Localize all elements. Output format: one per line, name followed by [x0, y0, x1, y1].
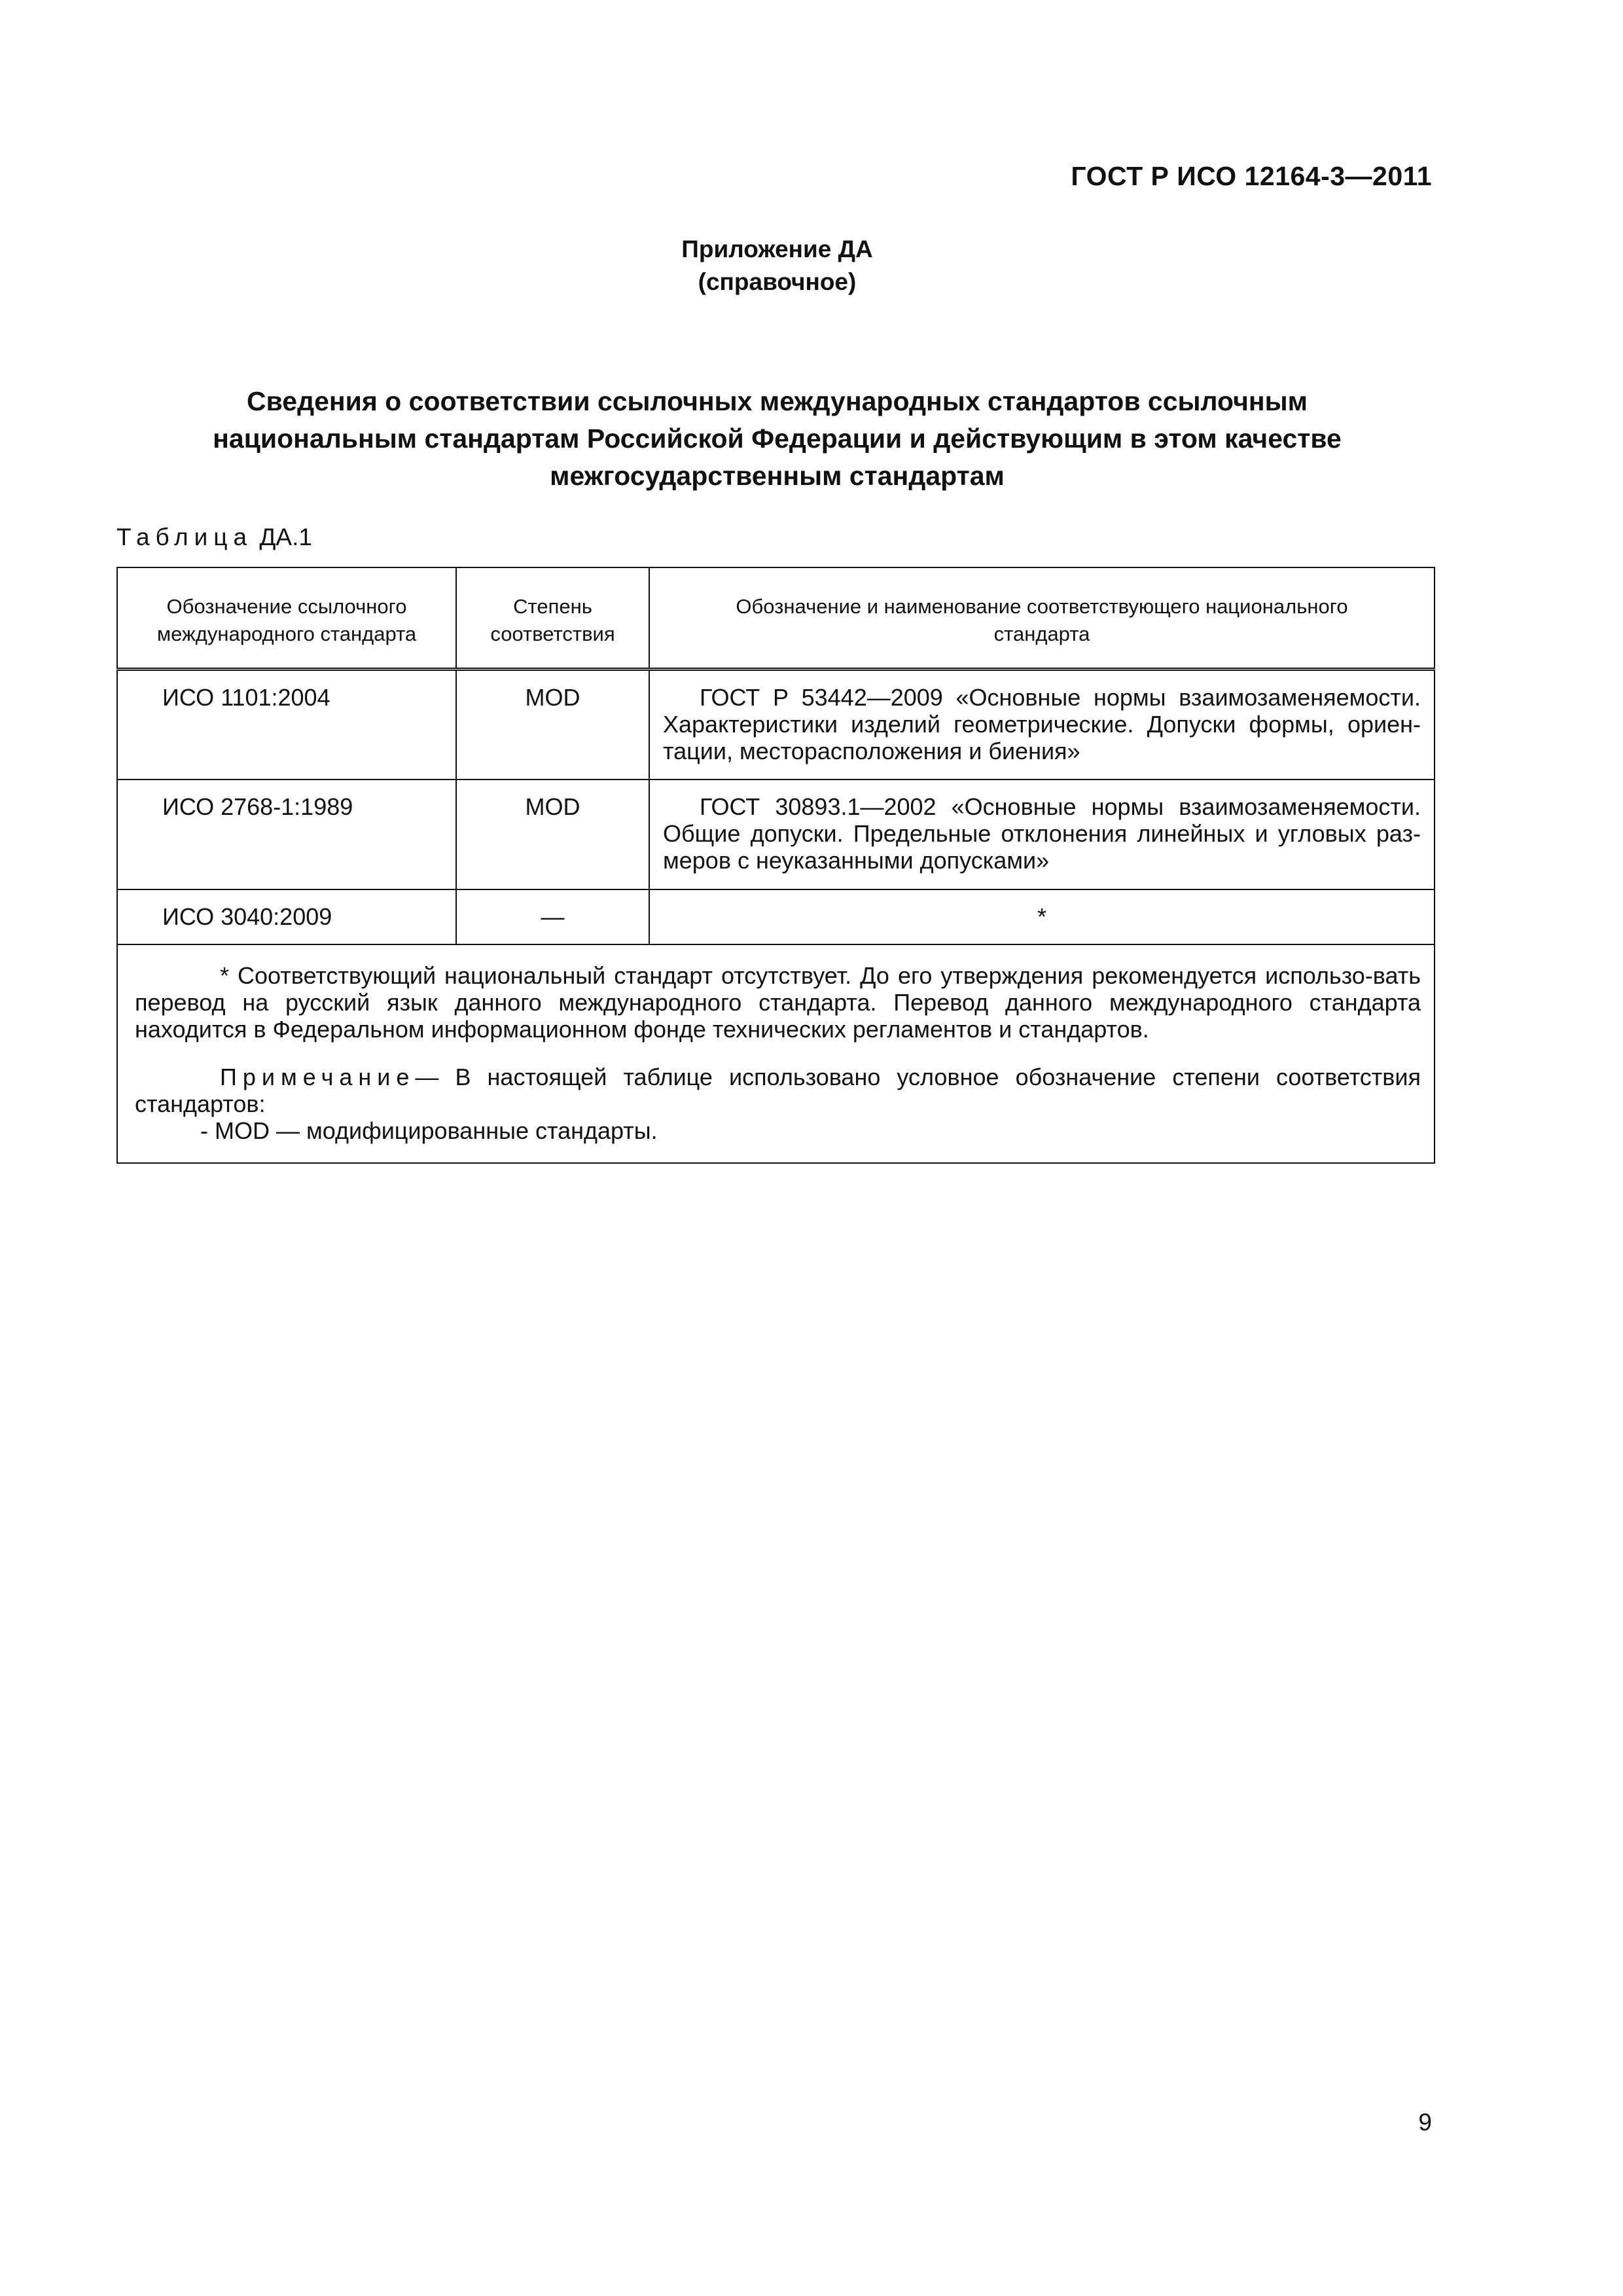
header-international-standard: [117, 567, 456, 670]
table-row: [117, 670, 1435, 780]
header-col3-line2: стандарта: [993, 622, 1090, 645]
cell-iso: ИСО 3040:2009: [117, 889, 456, 944]
table-notes: [117, 944, 1435, 1163]
correspondence-table: [116, 567, 1435, 1164]
table-row: [117, 780, 1435, 889]
table-caption-label: Таблица: [116, 524, 253, 550]
note-label: Примечание: [220, 1063, 416, 1090]
document-code: ГОСТ Р ИСО 12164-3—2011: [1071, 161, 1432, 191]
cell-degree: MOD: [456, 780, 649, 889]
table-row: [117, 889, 1435, 944]
cell-degree: MOD: [456, 670, 649, 780]
cell-degree: —: [456, 889, 649, 944]
appendix-heading: [0, 233, 1554, 298]
table-notes-row: [117, 944, 1435, 1163]
footnote: * Соответствующий национальный стандарт отсутствует. До его утверждения рекомендуется использо-вать перевод на русский язык данного международного стандарта. Перевод данного международного стандарта находится в Федеральном информационном фонде технических регламентов и стандартов.: [135, 961, 1421, 1043]
table-caption-number: ДА.1: [259, 524, 312, 550]
header-col1-line1: Обозначение ссылочного: [166, 595, 407, 618]
main-title-line-2: национальным стандартам Российской Федерации и действующим в этом качестве: [213, 423, 1342, 454]
header-national-standard: [649, 567, 1435, 670]
note: [135, 1064, 1421, 1117]
table-header-row: [117, 567, 1435, 670]
page-number: 9: [1418, 2109, 1432, 2136]
appendix-title: Приложение ДА: [681, 236, 873, 262]
main-title-line-1: Сведения о соответствии ссылочных международных стандартов ссылочным: [247, 386, 1308, 416]
cell-national: ГОСТ 30893.1—2002 «Основные нормы взаимозаменяемости. Общие допуски. Предельные отклонения линейных и угловых раз-меров с неуказанными допусками»: [649, 780, 1435, 889]
header-col3-line1: Обозначение и наименование соответствующего национального: [736, 595, 1348, 618]
appendix-kind: (справочное): [698, 268, 857, 295]
note-item: - MOD — модифицированные стандарты.: [200, 1117, 658, 1144]
main-title-line-3: межгосударственным стандартам: [550, 461, 1005, 491]
cell-iso: ИСО 2768-1:1989: [117, 780, 456, 889]
cell-iso: ИСО 1101:2004: [117, 670, 456, 780]
header-col2-line1: Степень: [513, 595, 592, 618]
table-caption: [116, 524, 312, 551]
header-degree: [456, 567, 649, 670]
header-col1-line2: международного стандарта: [156, 622, 417, 645]
header-col2-line2: соответствия: [490, 622, 615, 645]
main-title: [0, 383, 1554, 495]
note-text: — В настоящей таблице использовано условное обозначение степени соответствия стандартов:: [135, 1063, 1421, 1117]
cell-national: *: [649, 889, 1435, 944]
cell-national: ГОСТ Р 53442—2009 «Основные нормы взаимозаменяемости. Характеристики изделий геометрические. Допуски формы, ориен-тации, месторасположения и биения»: [649, 670, 1435, 780]
